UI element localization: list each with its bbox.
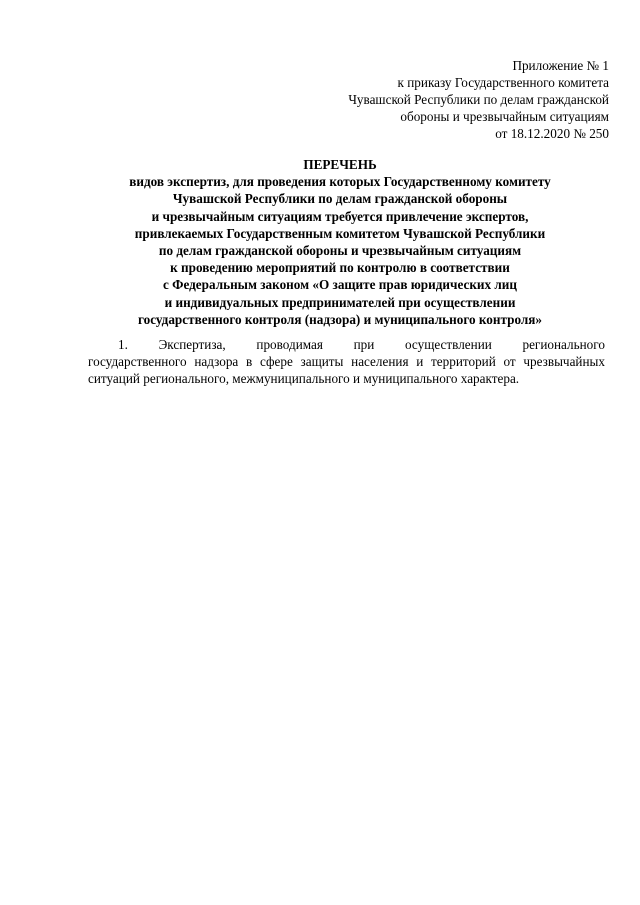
title-line: видов экспертиз, для проведения которых Государственному комитету <box>129 174 551 190</box>
title-line: с Федеральным законом «О защите прав юридических лиц <box>162 277 517 293</box>
appendix-number: Приложение № 1 <box>512 58 609 73</box>
word: регионального <box>522 337 605 352</box>
appendix-date: от 18.12.2020 № 250 <box>495 126 609 141</box>
title-heading: ПЕРЕЧЕНЬ <box>303 157 377 172</box>
appendix-order-line: к приказу Государственного комитета <box>397 75 609 90</box>
paragraph-first-line <box>88 336 605 353</box>
appendix-committee-line: Чувашской Республики по делам гражданской <box>348 92 609 107</box>
list-item <box>88 336 605 387</box>
word: при <box>353 337 375 352</box>
appendix-header <box>269 57 609 142</box>
title-line: по делам гражданской обороны и чрезвычайным ситуациям <box>158 243 522 259</box>
appendix-committee-line-2: обороны и чрезвычайным ситуациям <box>400 109 609 124</box>
title-line: и индивидуальных предпринимателей при осуществлении <box>164 294 516 310</box>
title-line: привлекаемых Государственным комитетом Чувашской Республики <box>134 225 546 241</box>
word: Экспертиза, <box>158 337 226 352</box>
title-line: государственного контроля (надзора) и муниципального контроля» <box>137 311 543 327</box>
document-title <box>60 156 620 328</box>
word: осуществлении <box>405 337 492 352</box>
word: проводимая <box>256 337 323 352</box>
paragraph-text: государственного надзора в сфере защиты населения и территорий от чрезвычайных ситуаций регионального, межмуниципального и муниципального характера. <box>88 354 605 386</box>
title-line: и чрезвычайным ситуациям требуется привлечение экспертов, <box>151 208 529 224</box>
item-number: 1. <box>118 337 128 352</box>
title-line: Чувашской Республики по делам гражданской обороны <box>172 191 508 207</box>
title-line: к проведению мероприятий по контролю в соответствии <box>170 260 510 276</box>
